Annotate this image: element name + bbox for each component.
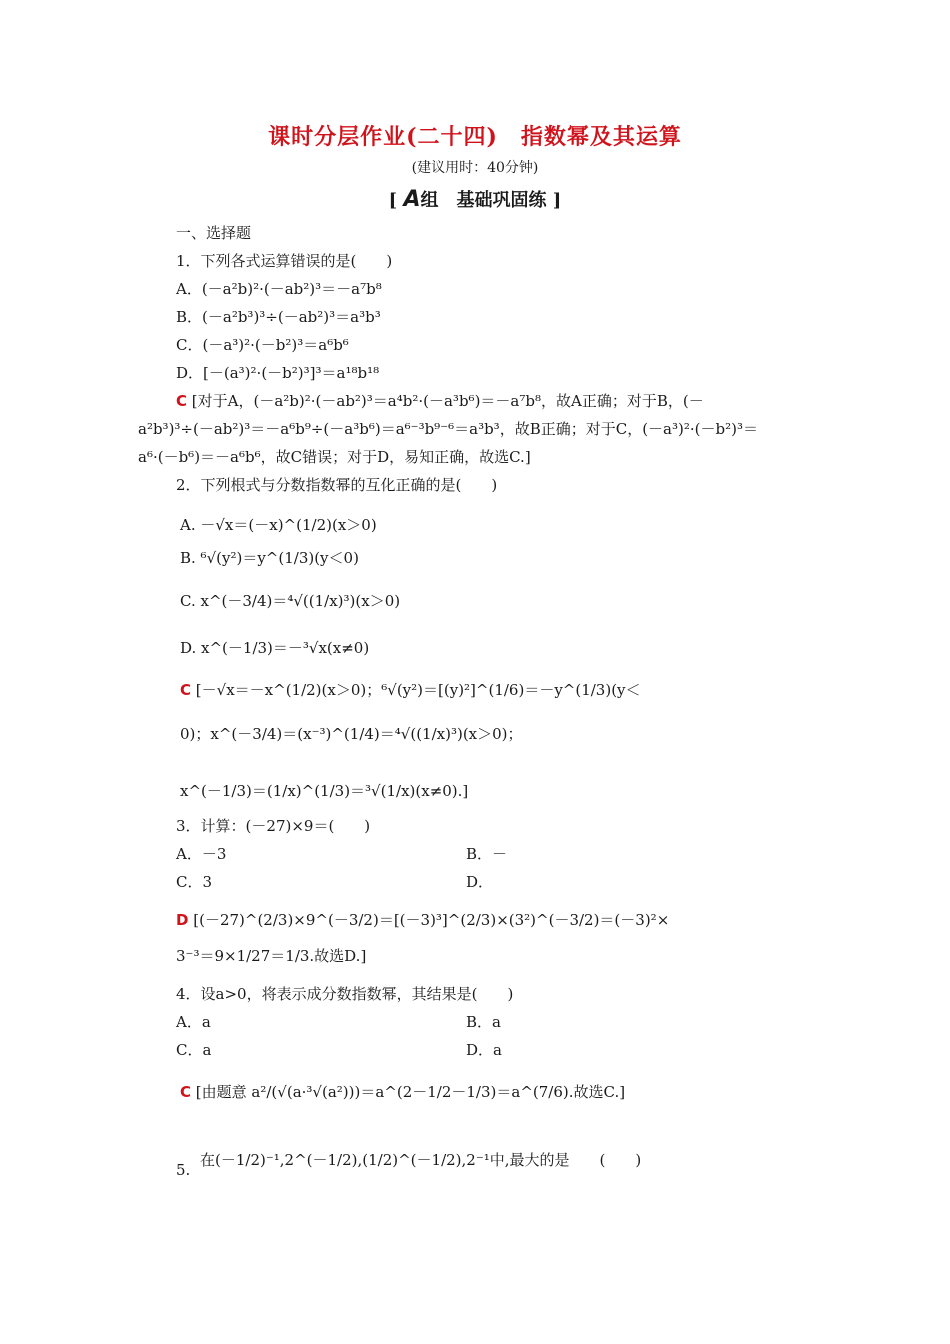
group-letter: A xyxy=(403,187,421,212)
q2-option-b: B. ⁶√(y²)＝y^(1/3)(y＜0) xyxy=(180,549,359,567)
q1-stem: 1．下列各式运算错误的是( ) xyxy=(176,252,393,270)
q5-number: 5. xyxy=(176,1161,191,1179)
q3-option-d: D． xyxy=(466,873,494,891)
q4-option-b: B．a xyxy=(466,1013,501,1031)
q4-solution-text: [由题意 a²/(√(a·³√(a²)))＝a^(2－1/2－1/3)＝a^(7/6).故选C.] xyxy=(195,1083,626,1101)
q3-answer: D xyxy=(176,911,189,929)
group-bracket-right: ] xyxy=(552,190,562,211)
q3-option-c: C．3 xyxy=(176,873,213,891)
q4-stem: 4．设a>0，将表示成分数指数幂，其结果是( ) xyxy=(176,985,514,1003)
q2-solution-line2: 0)；x^(－3/4)＝(x⁻³)^(1/4)＝⁴√((1/x)³)(x＞0)； xyxy=(180,725,523,743)
q4-option-a: A．a xyxy=(176,1013,211,1031)
q4-answer: C xyxy=(180,1083,192,1101)
q1-option-d: D．[－(a³)²·(－b²)³]³＝a¹⁸b¹⁸ xyxy=(176,364,380,382)
q2-stem: 2．下列根式与分数指数幂的互化正确的是( ) xyxy=(176,476,498,494)
q2-answer: C xyxy=(180,681,192,699)
q1-solution-line3: a⁶·(－b⁶)＝－a⁶b⁶，故C错误；对于D，易知正确，故选C.] xyxy=(138,448,531,466)
q3-solution-line2: 3⁻³＝9×1/27＝1/3.故选D.] xyxy=(176,947,367,965)
group-bracket-left: [ xyxy=(388,190,398,211)
q5-stem: 在(－1/2)⁻¹,2^(－1/2),(1/2)^(－1/2),2⁻¹中,最大的是 ( ) xyxy=(200,1151,642,1169)
q2-solution-text1: [－√x＝－x^(1/2)(x＞0)；⁶√(y²)＝[(y)²]^(1/6)＝－y^(1/3)(y＜ xyxy=(195,681,641,699)
q1-option-a: A．(－a²b)²·(－ab²)³＝－a⁷b⁸ xyxy=(176,280,382,298)
q2-solution-line1 xyxy=(180,680,641,700)
q2-solution-line3: x^(－1/3)＝(1/x)^(1/3)＝³√(1/x)(x≠0).] xyxy=(180,782,469,800)
q1-solution-text1: [对于A，(－a²b)²·(－ab²)³＝a⁴b²·(－a³b⁶)＝－a⁷b⁸，故A正确；对于B，(－ xyxy=(191,392,704,410)
q4-solution xyxy=(180,1082,625,1102)
section-heading: 一、选择题 xyxy=(176,224,252,242)
group-heading xyxy=(0,186,950,212)
q3-solution-line1 xyxy=(176,910,669,930)
q3-option-a: A．－3 xyxy=(176,845,227,863)
q1-solution-line1 xyxy=(176,391,704,411)
q1-solution-line2: a²b³)³÷(－ab²)³＝－a⁶b⁹÷(－a³b⁶)＝a⁶⁻³b⁹⁻⁶＝a³b³，故B正确；对于C，(－a³)²·(－b²)³＝ xyxy=(138,420,758,438)
q3-option-b: B．－ xyxy=(466,845,508,863)
page-title: 课时分层作业(二十四) 指数幂及其运算 xyxy=(268,124,682,150)
q4-option-c: C．a xyxy=(176,1041,212,1059)
q3-stem: 3．计算：(－27)×9＝( ) xyxy=(176,817,371,835)
suggested-time: (建议用时：40分钟) xyxy=(411,160,539,176)
q3-solution-text1: [(－27)^(2/3)×9^(－3/2)＝[(－3)³]^(2/3)×(3²)^(－3/2)＝(－3)²× xyxy=(193,911,670,929)
q2-option-a: A. －√x＝(－x)^(1/2)(x＞0) xyxy=(180,516,377,534)
q1-option-b: B．(－a²b³)³÷(－ab²)³＝a³b³ xyxy=(176,308,381,326)
q2-option-d: D. x^(－1/3)＝－³√x(x≠0) xyxy=(180,639,370,657)
group-label: 组 基础巩固练 xyxy=(420,190,547,211)
q4-option-d: D．a xyxy=(466,1041,502,1059)
q1-answer: C xyxy=(176,392,188,410)
q1-option-c: C．(－a³)²·(－b²)³＝a⁶b⁶ xyxy=(176,336,349,354)
q2-option-c: C. x^(－3/4)＝⁴√((1/x)³)(x＞0) xyxy=(180,592,401,610)
